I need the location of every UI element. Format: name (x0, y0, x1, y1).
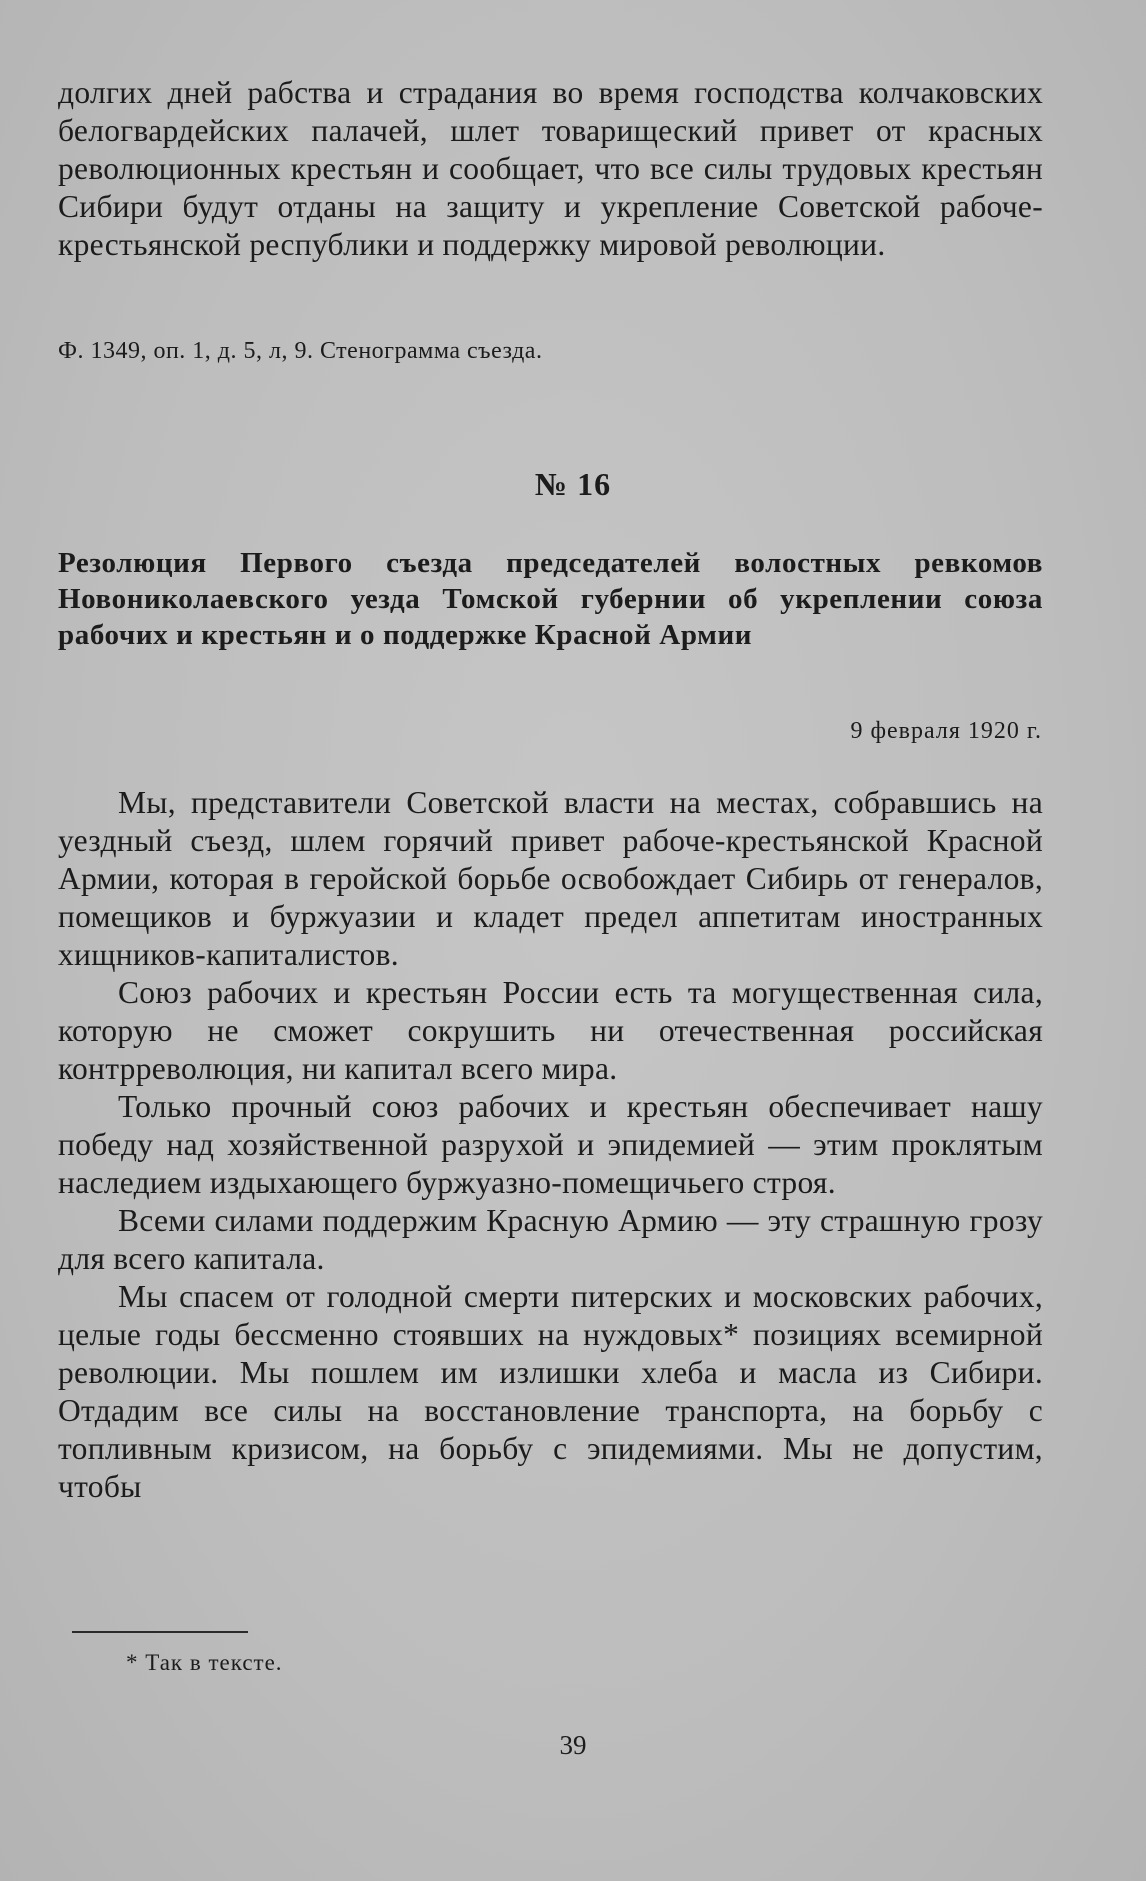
document-date: 9 февраля 1920 г. (850, 718, 1042, 744)
paragraph: Только прочный союз рабочих и крестьян обеспечивает нашу победу над хозяйственной разрухой и эпидемией — этим проклятым наследием издыхающего буржуазно-помещичьего строя. (58, 1089, 1043, 1200)
paragraph: Мы спасем от голодной смерти питерских и московских рабочих, целые годы бессменно стоявших на нуждовых* позициях всемирной революции. Мы пошлем им излишки хлеба и масла из Сибири. Отдадим все силы на восстановление транспорта, на борьбу с топливным кризисом, на борьбу с эпидемиями. Мы не допустим, чтобы (58, 1279, 1043, 1504)
footnote: * Так в тексте. (126, 1650, 283, 1675)
paragraph: Всеми силами поддержим Красную Армию — эту страшную грозу для всего капитала. (58, 1203, 1043, 1276)
resolution-text (58, 784, 1043, 1506)
paragraph: Мы, представители Советской власти на местах, собравшись на уездный съезд, шлем горячий привет рабоче-крестьянской Красной Армии, которая в геройской борьбе освобождает Сибирь от генералов, помещиков и буржуазии и кладет предел аппетитам иностранных хищников-капиталистов. (58, 785, 1043, 972)
document-number: № 16 (534, 466, 612, 502)
continued-paragraph (58, 74, 1043, 264)
archive-source-note: Ф. 1349, оп. 1, д. 5, л, 9. Стенограмма съезда. (58, 338, 543, 364)
footnote-divider (72, 1631, 248, 1633)
intro-paragraph: долгих дней рабства и страдания во время господства колчаковских белогвардейских палачей, шлет товарищеский привет от красных революционных крестьян и сообщает, что все силы трудовых крестьян Сибири будут отданы на защиту и укрепление Советской рабоче-крестьянской республики и поддержку мировой революции. (58, 75, 1043, 262)
paragraph: Союз рабочих и крестьян России есть та могущественная сила, которую не сможет сокрушить ни отечественная российская контрреволюция, ни капитал всего мира. (58, 975, 1043, 1086)
document-title: Резолюция Первого съезда председателей волостных ревкомов Новониколаевского уезда Томской губернии об укреплении союза рабочих и крестьян и о поддержке Красной Армии (58, 547, 1043, 651)
page-number: 39 (559, 1730, 587, 1760)
